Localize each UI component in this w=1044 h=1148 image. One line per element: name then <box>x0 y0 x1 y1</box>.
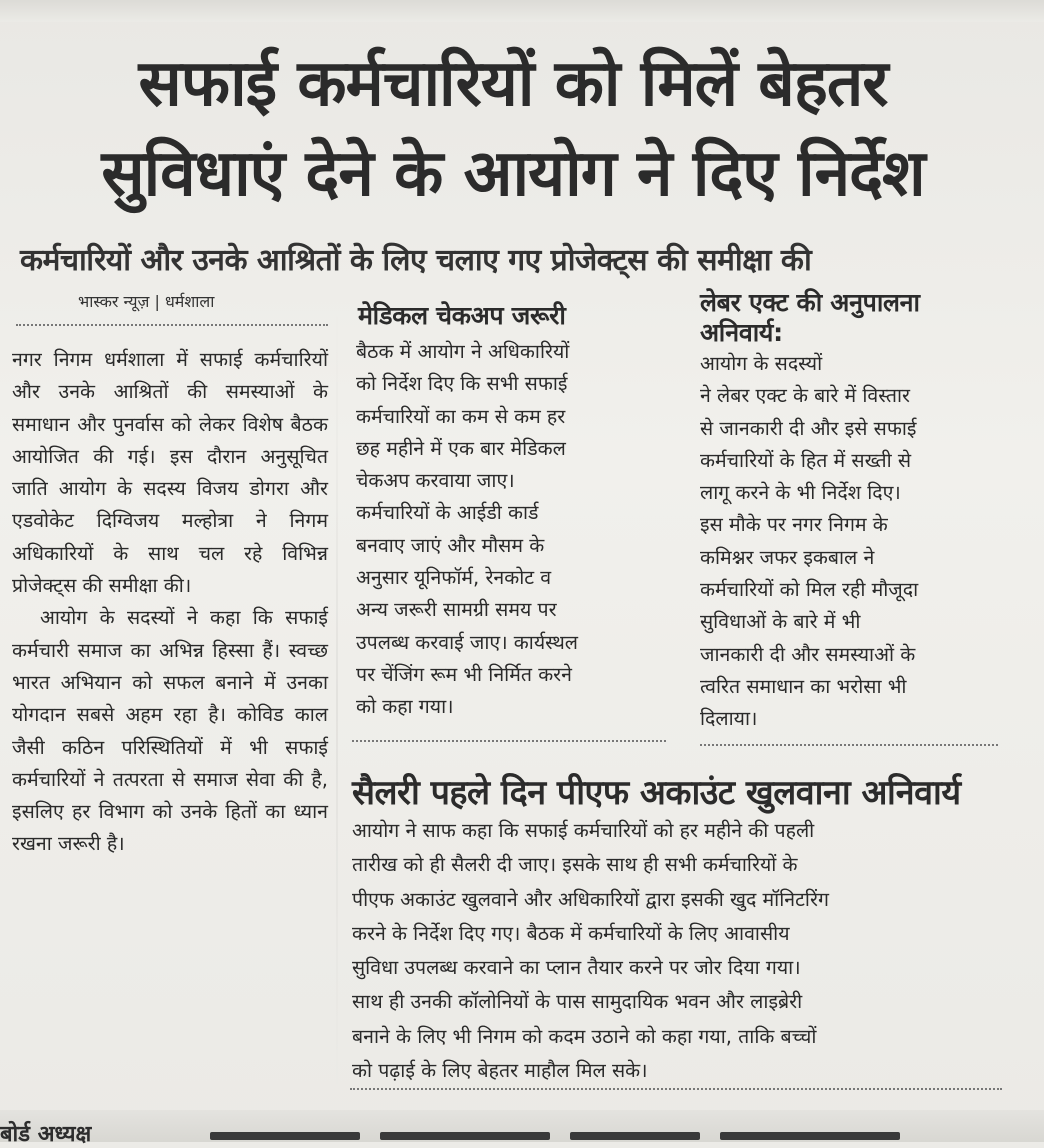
column-2-line: अन्य जरूरी सामग्री समय पर <box>356 598 557 622</box>
column-2-line: चेकअप करवाया जाए। <box>356 469 515 493</box>
column-1-paragraph-2: आयोग के सदस्यों ने कहा कि सफाई कर्मचारी समाज का अभिन्न हिस्सा हैं। स्वच्छ भारत अभियान को सफल बनाने में उनका योगदान सबसे अहम रहा है। कोविड काल जैसी कठिन परिस्थितियों में भी सफाई कर्मचारियों ने तत्परता से समाज सेवा की है, इसलिए हर विभाग को उनके हितों का ध्यान रखना जरूरी है। <box>12 606 328 856</box>
bottom-line: करने के निर्देश दिए गए। बैठक में कर्मचारियों के लिए आवासीय <box>352 921 790 945</box>
column-2-line: कर्मचारियों के आईडी कार्ड <box>356 501 539 525</box>
medical-checkup-subhead: मेडिकल चेकअप जरूरी <box>358 301 566 330</box>
next-article-strip <box>0 1110 1044 1147</box>
headline-line-2: सुविधाएं देने के आयोग ने दिए निर्देश <box>101 137 925 211</box>
column-1 <box>12 344 328 861</box>
column-2-line: अनुसार यूनिफॉर्म, रेनकोट व <box>356 566 552 590</box>
rule-segment <box>210 1132 360 1140</box>
rule-segment <box>720 1132 900 1140</box>
next-article-partial-heading: बोर्ड अध्यक्ष <box>0 1122 92 1147</box>
rule-segment <box>570 1132 700 1140</box>
column-3-line: दिलाया। <box>700 707 758 731</box>
column-2-line: बैठक में आयोग ने अधिकारियों <box>356 340 570 363</box>
column-3-line: से जानकारी दी और इसे सफाई <box>700 416 917 440</box>
top-bleed-strip <box>0 0 1044 22</box>
bottom-line: सुविधा उपलब्ध करवाने का प्लान तैयार करने पर जोर दिया गया। <box>352 956 801 980</box>
rule-segment <box>380 1132 550 1140</box>
bottom-divider <box>350 1088 1002 1090</box>
bottom-line: को पढ़ाई के लिए बेहतर माहौल मिल सके। <box>352 1059 648 1083</box>
headline-line-1: सफाई कर्मचारियों को मिलें बेहतर <box>138 47 888 121</box>
column-2-line: को निर्देश दिए कि सभी सफाई <box>356 372 568 396</box>
column-3 <box>700 288 986 736</box>
column-3-line: सुविधाओं के बारे में भी <box>700 610 861 634</box>
column-2 <box>356 336 656 724</box>
column-2-line: बनवाए जाएं और मौसम के <box>356 533 545 557</box>
salary-pf-body <box>352 814 1002 1088</box>
bottom-line: साथ ही उनकी कॉलोनियों के पास सामुदायिक भवन और लाइब्रेरी <box>352 990 803 1014</box>
column-2-line: को कहा गया। <box>356 695 454 719</box>
column-3-line: कर्मचारियों को मिल रही मौजूदा <box>700 578 919 602</box>
salary-pf-subhead: सैलरी पहले दिन पीएफ अकाउंट खुलवाना अनिवार्य <box>352 773 961 813</box>
column-2-line: पर चेंजिंग रूम भी निर्मित करने <box>356 662 572 686</box>
bottom-line: तारीख को ही सैलरी दी जाए। इसके साथ ही सभी कर्मचारियों के <box>352 853 798 877</box>
column-3-line: जानकारी दी और समस्याओं के <box>700 642 916 666</box>
column-3-line: आयोग के सदस्यों <box>700 352 823 375</box>
column-3-line: कमिश्नर जफर इकबाल ने <box>700 545 875 569</box>
column-1-paragraph-1: नगर निगम धर्मशाला में सफाई कर्मचारियों और उनके आश्रितों की समस्याओं के समाधान और पुनर्वास को लेकर विशेष बैठक आयोजित की गई। इस दौरान अनुसूचित जाति आयोग के सदस्य विजय डोगरा और एडवोकेट दिग्विजय मल्होत्रा ने निगम अधिकारियों के साथ चल रहे विभिन्न प्रोजेक्ट्स की समीक्षा की। <box>12 348 328 598</box>
column-3-line: त्वरित समाधान का भरोसा भी <box>700 674 907 698</box>
column-2-line: कर्मचारियों का कम से कम हर <box>356 404 566 428</box>
column-2-line: उपलब्ध करवाई जाए। कार्यस्थल <box>356 630 579 654</box>
labour-act-subhead: लेबर एक्ट की अनुपालना अनिवार्य: <box>700 288 920 347</box>
column-2-line: छह महीने में एक बार मेडिकल <box>356 436 566 460</box>
byline-divider <box>16 324 328 326</box>
column-3-divider <box>700 744 998 746</box>
column-2-divider <box>352 740 666 742</box>
column-3-line: कर्मचारियों के हित में सख्ती से <box>700 448 912 472</box>
column-3-line: लागू करने के भी निर्देश दिए। <box>700 481 901 505</box>
column-gutter <box>336 300 338 1100</box>
bottom-line: पीएफ अकाउंट खुलवाने और अधिकारियों द्वारा इसकी खुद मॉनिटरिंग <box>352 887 829 911</box>
byline: भास्कर न्यूज़ | धर्मशाला <box>78 292 215 311</box>
column-3-line: ने लेबर एक्ट के बारे में विस्तार <box>700 384 911 408</box>
column-3-line: इस मौके पर नगर निगम के <box>700 513 888 537</box>
bottom-line: आयोग ने साफ कहा कि सफाई कर्मचारियों को हर महीने की पहली <box>352 819 815 842</box>
bottom-line: बनाने के लिए भी निगम को कदम उठाने को कहा गया, ताकि बच्चों <box>352 1024 817 1048</box>
deck-subheadline: कर्मचारियों और उनके आश्रितों के लिए चलाए गए प्रोजेक्ट्स की समीक्षा की <box>20 243 812 278</box>
